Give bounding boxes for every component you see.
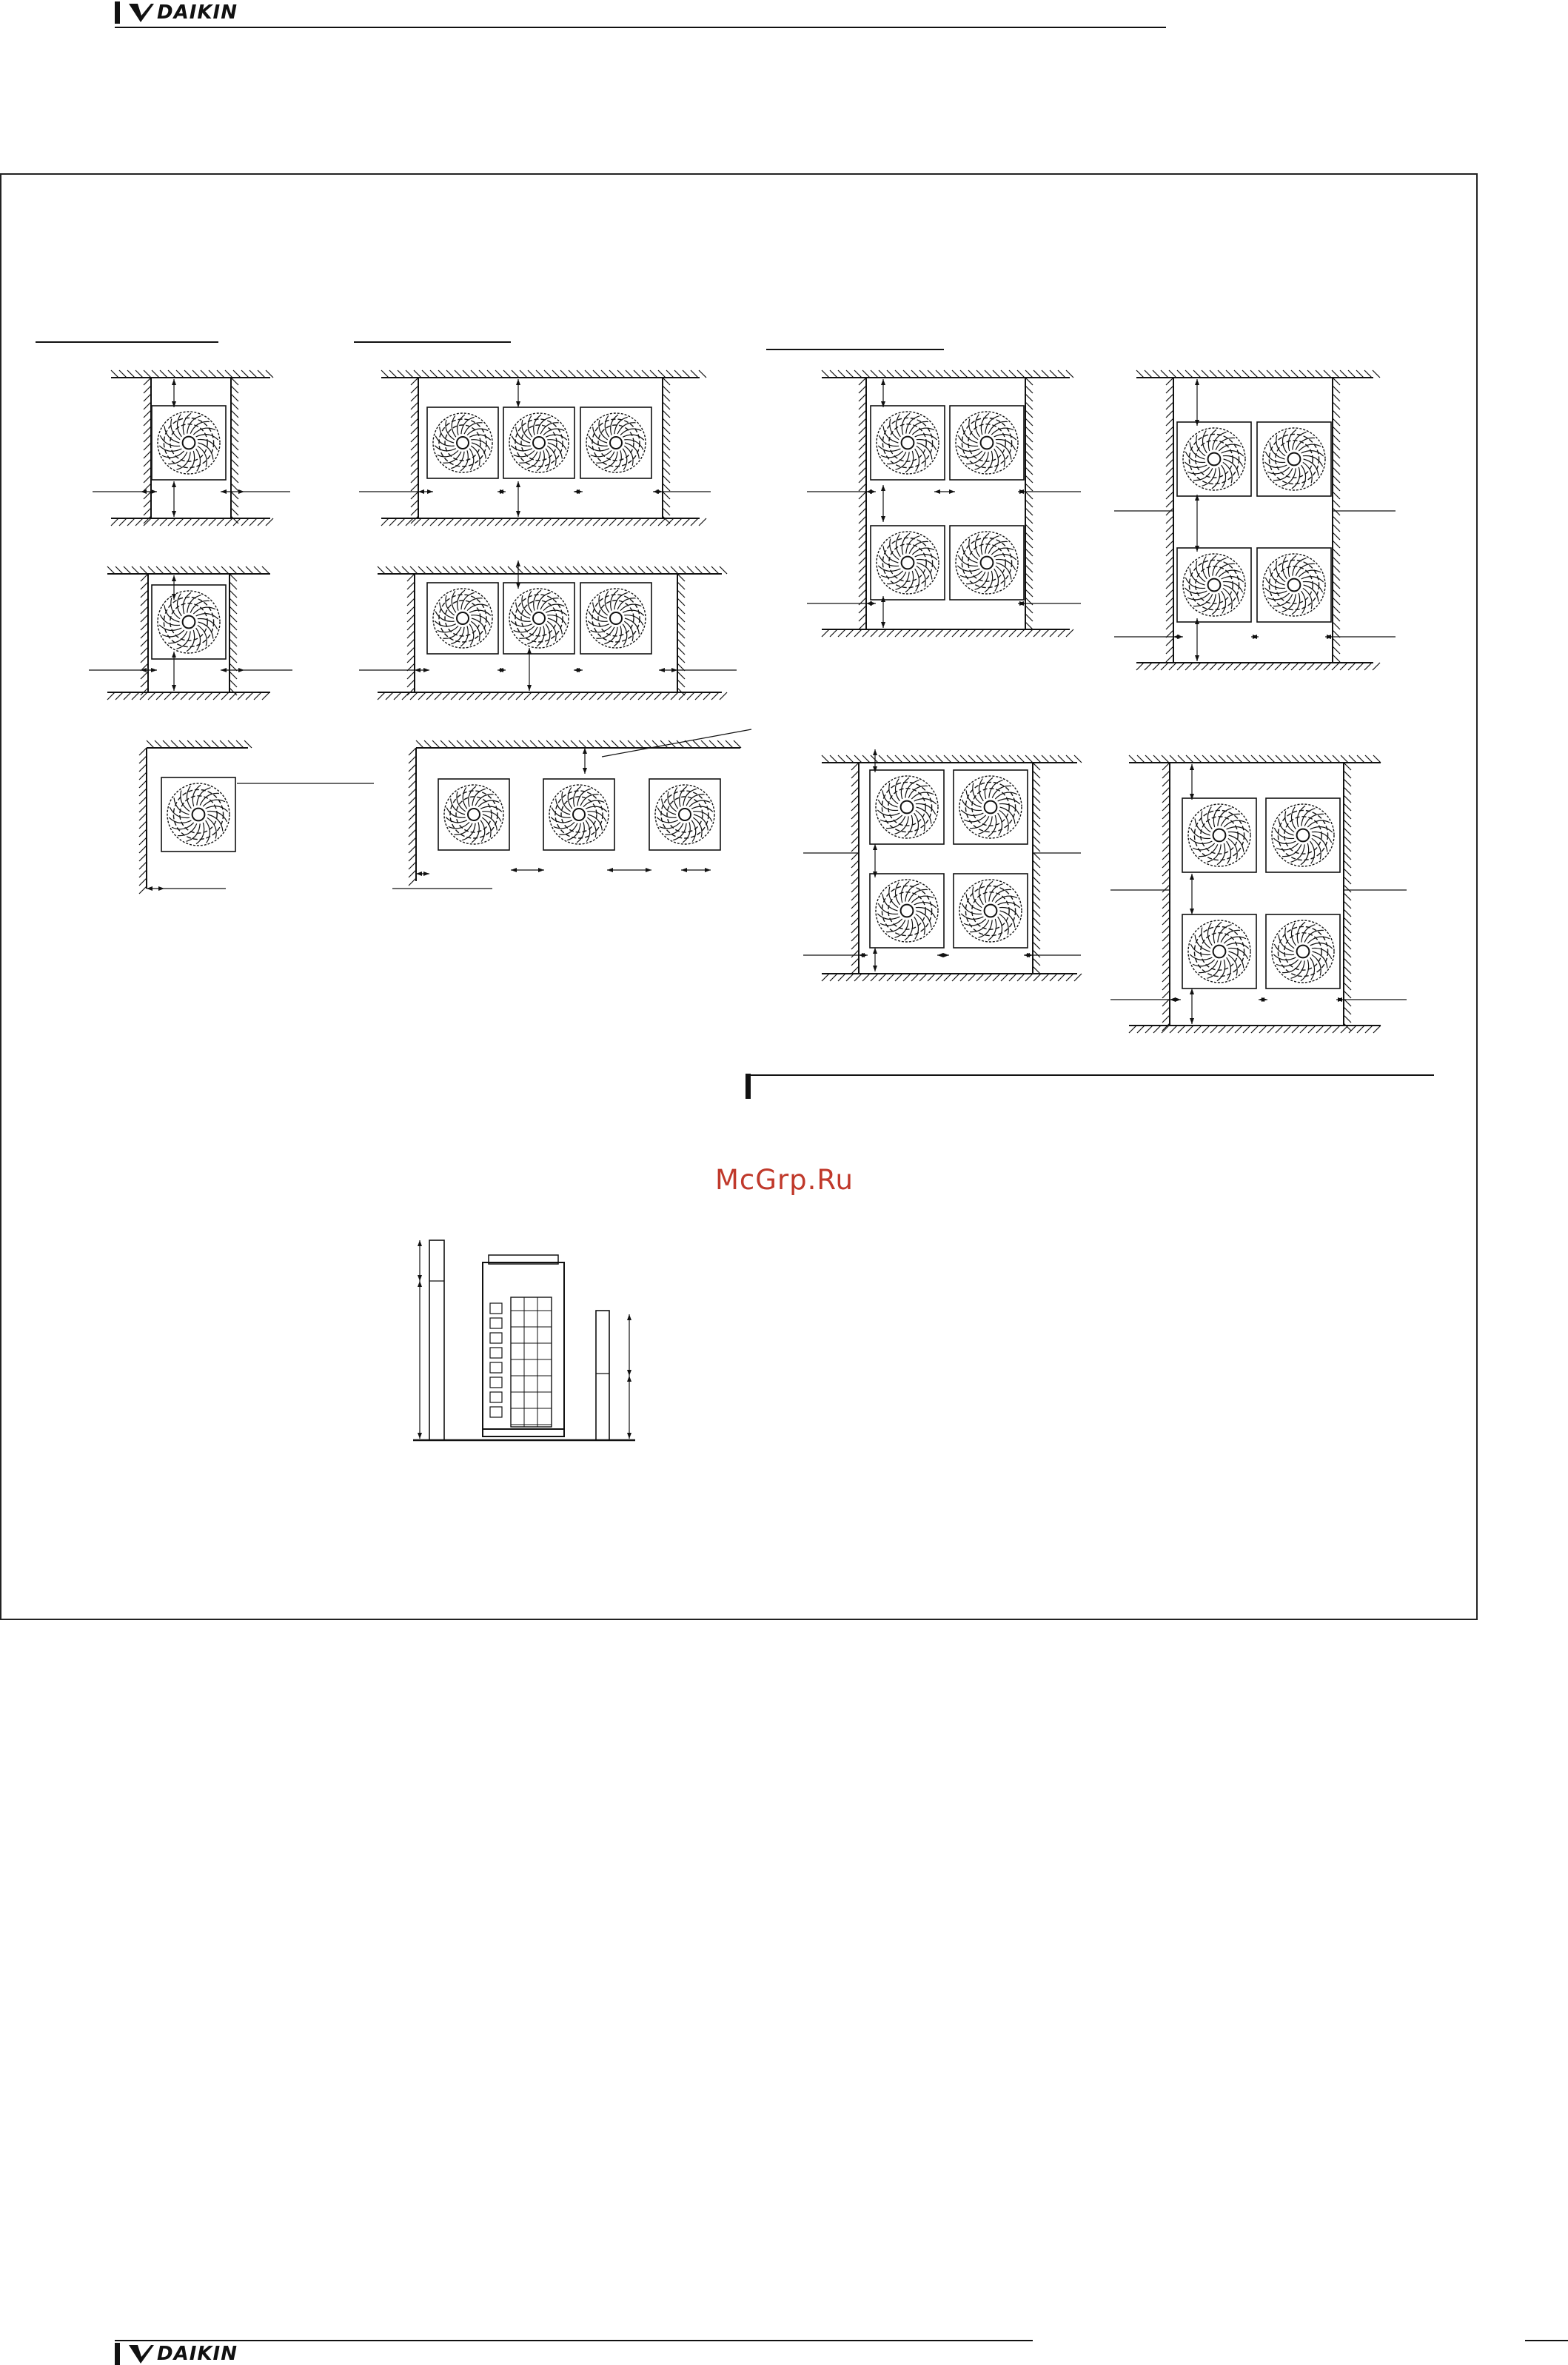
- dimension-arrow: [627, 1370, 631, 1376]
- outdoor-unit-fan-icon: [1177, 422, 1251, 496]
- outdoor-unit-fan-icon: [503, 407, 574, 478]
- dimension-arrow: [870, 489, 876, 494]
- dimension-arrow: [516, 481, 520, 487]
- dimension-arrow: [870, 601, 876, 606]
- dimension-arrow: [1190, 874, 1194, 880]
- outdoor-unit-fan-icon: [427, 583, 498, 654]
- dimension-arrow: [151, 489, 157, 494]
- wall-hatch: [111, 518, 273, 526]
- dimension-arrow: [881, 379, 885, 385]
- dimension-arrow: [681, 868, 687, 872]
- wall-hatch: [663, 378, 670, 523]
- outdoor-unit-panel: [490, 1333, 502, 1343]
- dimension-arrow: [172, 511, 176, 517]
- dimension-arrow: [943, 953, 949, 957]
- wall-hatch: [139, 748, 147, 894]
- dimension-arrow: [418, 1240, 422, 1246]
- section-bar-vertical: [746, 1074, 751, 1099]
- dimension-arrow: [516, 561, 520, 566]
- wall-hatch: [677, 574, 685, 695]
- dimension-arrow: [1195, 379, 1199, 385]
- outdoor-unit-panel: [490, 1377, 502, 1388]
- dimension-arrow: [881, 596, 885, 602]
- dimension-arrow: [1195, 618, 1199, 624]
- outdoor-unit-fan-icon: [152, 585, 226, 659]
- dimension-arrow: [238, 489, 244, 494]
- dimension-arrow: [1190, 989, 1194, 994]
- dimension-arrow: [1190, 764, 1194, 770]
- dimension-arrow: [657, 489, 663, 494]
- outdoor-unit-panel: [490, 1407, 502, 1417]
- footer-rule-right: [1525, 2340, 1568, 2341]
- dimension-arrow: [873, 749, 877, 755]
- dimension-arrow: [415, 668, 421, 672]
- outdoor-unit-fan-icon: [438, 779, 509, 850]
- outdoor-unit-coil: [511, 1297, 552, 1427]
- footer-brand-text: DAIKIN: [157, 2343, 238, 2365]
- wall-hatch: [822, 629, 1073, 637]
- footer-rule: [115, 2340, 1033, 2341]
- dimension-arrow: [607, 868, 613, 872]
- dimension-arrow: [516, 583, 520, 589]
- wall-right: [596, 1311, 609, 1440]
- wall-hatch: [381, 518, 706, 526]
- dimension-arrow: [427, 489, 433, 494]
- dimension-arrow: [418, 1275, 422, 1281]
- daikin-mark-icon: [129, 2344, 154, 2364]
- dimension-arrow: [416, 872, 422, 876]
- wall-hatch: [1162, 763, 1170, 1031]
- outdoor-unit-fan-icon: [161, 777, 235, 852]
- dimension-arrow: [1190, 794, 1194, 800]
- dimension-arrow: [538, 868, 544, 872]
- outdoor-unit-fan-icon: [543, 779, 614, 850]
- wall-hatch: [229, 574, 237, 695]
- outdoor-unit-fan-icon: [954, 874, 1028, 948]
- dimension-arrow: [172, 481, 176, 487]
- dimension-arrow: [949, 489, 955, 494]
- wall-hatch: [107, 692, 269, 700]
- dimension-arrow: [172, 652, 176, 658]
- dimension-arrow: [141, 489, 147, 494]
- dimension-arrow: [583, 768, 587, 774]
- dimension-arrow: [671, 668, 677, 672]
- wall-hatch: [1033, 763, 1040, 974]
- leader-line: [602, 729, 751, 757]
- wall-hatch: [1136, 370, 1380, 378]
- header-brand-text: DAIKIN: [157, 1, 238, 24]
- outdoor-unit-fan-icon: [580, 583, 651, 654]
- dimension-arrow: [527, 648, 532, 654]
- dimension-arrow: [583, 748, 587, 754]
- dimension-arrow: [873, 844, 877, 850]
- wall-hatch: [822, 755, 1082, 763]
- outdoor-unit-fan-icon: [1182, 798, 1256, 872]
- wall-hatch: [107, 566, 269, 574]
- outdoor-unit-fan-icon: [1177, 548, 1251, 622]
- dimension-arrow: [516, 401, 520, 407]
- outdoor-unit-panel: [490, 1318, 502, 1328]
- wall-hatch: [1129, 755, 1381, 763]
- dimension-arrow: [511, 868, 517, 872]
- wall-hatch: [822, 974, 1082, 981]
- dimension-arrow: [527, 685, 532, 691]
- dimension-arrow: [873, 766, 877, 772]
- dimension-arrow: [172, 379, 176, 385]
- dimension-arrow: [221, 489, 227, 494]
- wall-hatch: [407, 574, 415, 695]
- wall-hatch: [409, 748, 416, 886]
- wall-hatch: [378, 692, 727, 700]
- dimension-arrow: [238, 668, 244, 672]
- wall-hatch: [411, 378, 418, 523]
- wall-hatch: [381, 370, 706, 378]
- dimension-arrow: [172, 575, 176, 581]
- outdoor-unit-fan-icon: [871, 406, 945, 480]
- dimension-arrow: [418, 489, 424, 494]
- wall-hatch: [1136, 663, 1380, 670]
- dimension-arrow: [627, 1433, 631, 1439]
- wall-hatch: [1333, 378, 1340, 662]
- dimension-arrow: [1170, 997, 1176, 1002]
- dimension-arrow: [423, 872, 429, 876]
- outdoor-unit-panel: [490, 1303, 502, 1314]
- dimension-arrow: [873, 966, 877, 971]
- outdoor-unit-fan-icon: [1266, 914, 1340, 989]
- dimension-arrow: [1177, 635, 1183, 639]
- wall-hatch: [1025, 378, 1033, 629]
- outdoor-unit-fan-icon: [503, 583, 574, 654]
- dimension-arrow: [147, 886, 153, 891]
- dimension-arrow: [934, 489, 940, 494]
- outdoor-unit-fan-icon: [950, 526, 1024, 600]
- outdoor-unit-fan-icon: [1257, 548, 1331, 622]
- dimension-arrow: [646, 868, 651, 872]
- dimension-arrow: [627, 1376, 631, 1382]
- wall-hatch: [822, 370, 1073, 378]
- footer-logo-bar: [115, 2343, 120, 2365]
- dimension-arrow: [705, 868, 711, 872]
- dimension-arrow: [172, 594, 176, 600]
- dimension-arrow: [172, 685, 176, 691]
- dimension-arrow: [1195, 655, 1199, 661]
- outdoor-unit-fan-icon: [152, 406, 226, 480]
- dimension-arrow: [1190, 1018, 1194, 1024]
- dimension-arrow: [1175, 997, 1181, 1002]
- outdoor-unit-fan-icon: [870, 770, 944, 844]
- watermark-text: McGrp.Ru: [715, 1164, 854, 1196]
- wall-hatch: [141, 574, 148, 695]
- dimension-arrow: [418, 1433, 422, 1439]
- outdoor-unit-fan-icon: [871, 526, 945, 600]
- dimension-arrow: [1190, 909, 1194, 914]
- outdoor-unit-fan-icon: [1266, 798, 1340, 872]
- dimension-arrow: [659, 668, 665, 672]
- wall-hatch: [147, 740, 252, 748]
- outdoor-unit-fan-icon: [1182, 914, 1256, 989]
- outdoor-unit-fan-icon: [580, 407, 651, 478]
- outdoor-unit-panel: [490, 1362, 502, 1373]
- dimension-arrow: [873, 872, 877, 877]
- wall-hatch: [416, 740, 741, 748]
- wall-hatch: [144, 378, 151, 523]
- outdoor-unit-fan-icon: [954, 770, 1028, 844]
- outdoor-unit-fan-icon: [870, 874, 944, 948]
- wall-left: [429, 1240, 444, 1440]
- dimension-arrow: [141, 668, 147, 672]
- outdoor-unit-panel: [490, 1348, 502, 1358]
- outdoor-unit-fan-icon: [1257, 422, 1331, 496]
- dimension-arrow: [881, 516, 885, 522]
- section-bar-rule: [746, 1074, 1434, 1076]
- wall-hatch: [1344, 763, 1351, 1031]
- dimension-arrow: [418, 1281, 422, 1287]
- dimension-arrow: [423, 668, 429, 672]
- outdoor-unit-panel: [490, 1392, 502, 1402]
- dimension-arrow: [158, 886, 164, 891]
- outdoor-unit-fan-icon: [427, 407, 498, 478]
- dimension-arrow: [516, 511, 520, 517]
- dimension-arrow: [1195, 420, 1199, 426]
- footer-logo: [115, 2343, 238, 2365]
- dimension-arrow: [627, 1314, 631, 1320]
- outdoor-unit-fan-icon: [950, 406, 1024, 480]
- dimension-arrow: [881, 622, 885, 628]
- dimension-arrow: [937, 953, 943, 957]
- wall-hatch: [1166, 378, 1173, 662]
- dimension-arrow: [881, 485, 885, 491]
- dimension-arrow: [151, 668, 157, 672]
- wall-hatch: [851, 763, 859, 974]
- dimension-arrow: [873, 948, 877, 954]
- wall-hatch: [231, 378, 238, 523]
- dimension-arrow: [1195, 546, 1199, 552]
- dimension-arrow: [221, 668, 227, 672]
- wall-hatch: [378, 566, 727, 574]
- dimension-arrow: [516, 379, 520, 385]
- outdoor-unit-fan-icon: [649, 779, 720, 850]
- wall-hatch: [859, 378, 866, 629]
- wall-hatch: [111, 370, 273, 378]
